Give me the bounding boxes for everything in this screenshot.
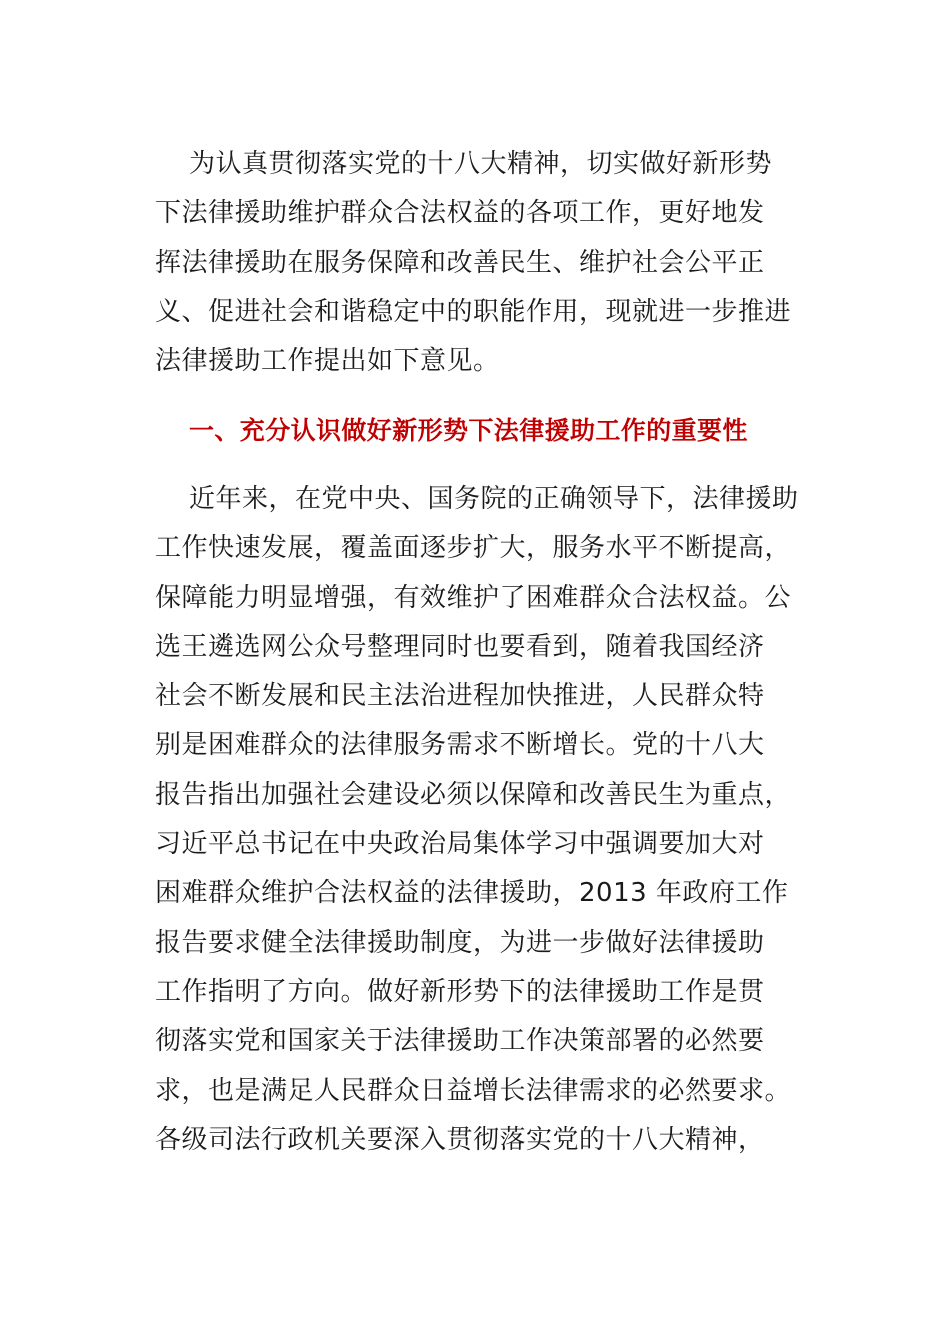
paragraph-line: 困难群众维护合法权益的法律援助，2013 年政府工作 bbox=[155, 878, 789, 909]
paragraph-line: 工作快速发展，覆盖面逐步扩大，服务水平不断提高， bbox=[155, 533, 792, 564]
paragraph-line: 习近平总书记在中央政治局集体学习中强调要加大对 bbox=[155, 829, 765, 860]
paragraph-line: 彻落实党和国家关于法律援助工作决策部署的必然要 bbox=[155, 1026, 765, 1057]
paragraph-line: 求，也是满足人民群众日益增长法律需求的必然要求。 bbox=[155, 1075, 792, 1106]
intro-paragraph bbox=[155, 140, 800, 386]
section-heading: 一、充分认识做好新形势下法律援助工作的重要性 bbox=[189, 416, 748, 445]
paragraph-line: 社会不断发展和民主法治进程加快推进，人民群众特 bbox=[155, 681, 765, 712]
paragraph-line: 义、促进社会和谐稳定中的职能作用，现就进一步推进 bbox=[155, 296, 792, 327]
paragraph-line: 下法律援助维护群众合法权益的各项工作，更好地发 bbox=[155, 198, 765, 229]
paragraph-line: 法律援助工作提出如下意见。 bbox=[155, 346, 500, 377]
paragraph-line: 近年来，在党中央、国务院的正确领导下，法律援助 bbox=[189, 484, 799, 514]
paragraph-line: 为认真贯彻落实党的十八大精神，切实做好新形势 bbox=[189, 149, 773, 179]
paragraph-line: 挥法律援助在服务保障和改善民生、维护社会公平正 bbox=[155, 247, 765, 278]
paragraph-line: 各级司法行政机关要深入贯彻落实党的十八大精神， bbox=[155, 1124, 765, 1155]
section-paragraph bbox=[155, 475, 800, 1165]
paragraph-line: 选王遴选网公众号整理同时也要看到，随着我国经济 bbox=[155, 631, 765, 662]
paragraph-line: 报告要求健全法律援助制度，为进一步做好法律援助 bbox=[155, 927, 765, 958]
paragraph-line: 别是困难群众的法律服务需求不断增长。党的十八大 bbox=[155, 730, 765, 761]
paragraph-line: 工作指明了方向。做好新形势下的法律援助工作是贯 bbox=[155, 976, 765, 1007]
paragraph-line: 保障能力明显增强，有效维护了困难群众合法权益。公 bbox=[155, 582, 792, 613]
paragraph-line: 报告指出加强社会建设必须以保障和改善民生为重点， bbox=[155, 779, 792, 810]
